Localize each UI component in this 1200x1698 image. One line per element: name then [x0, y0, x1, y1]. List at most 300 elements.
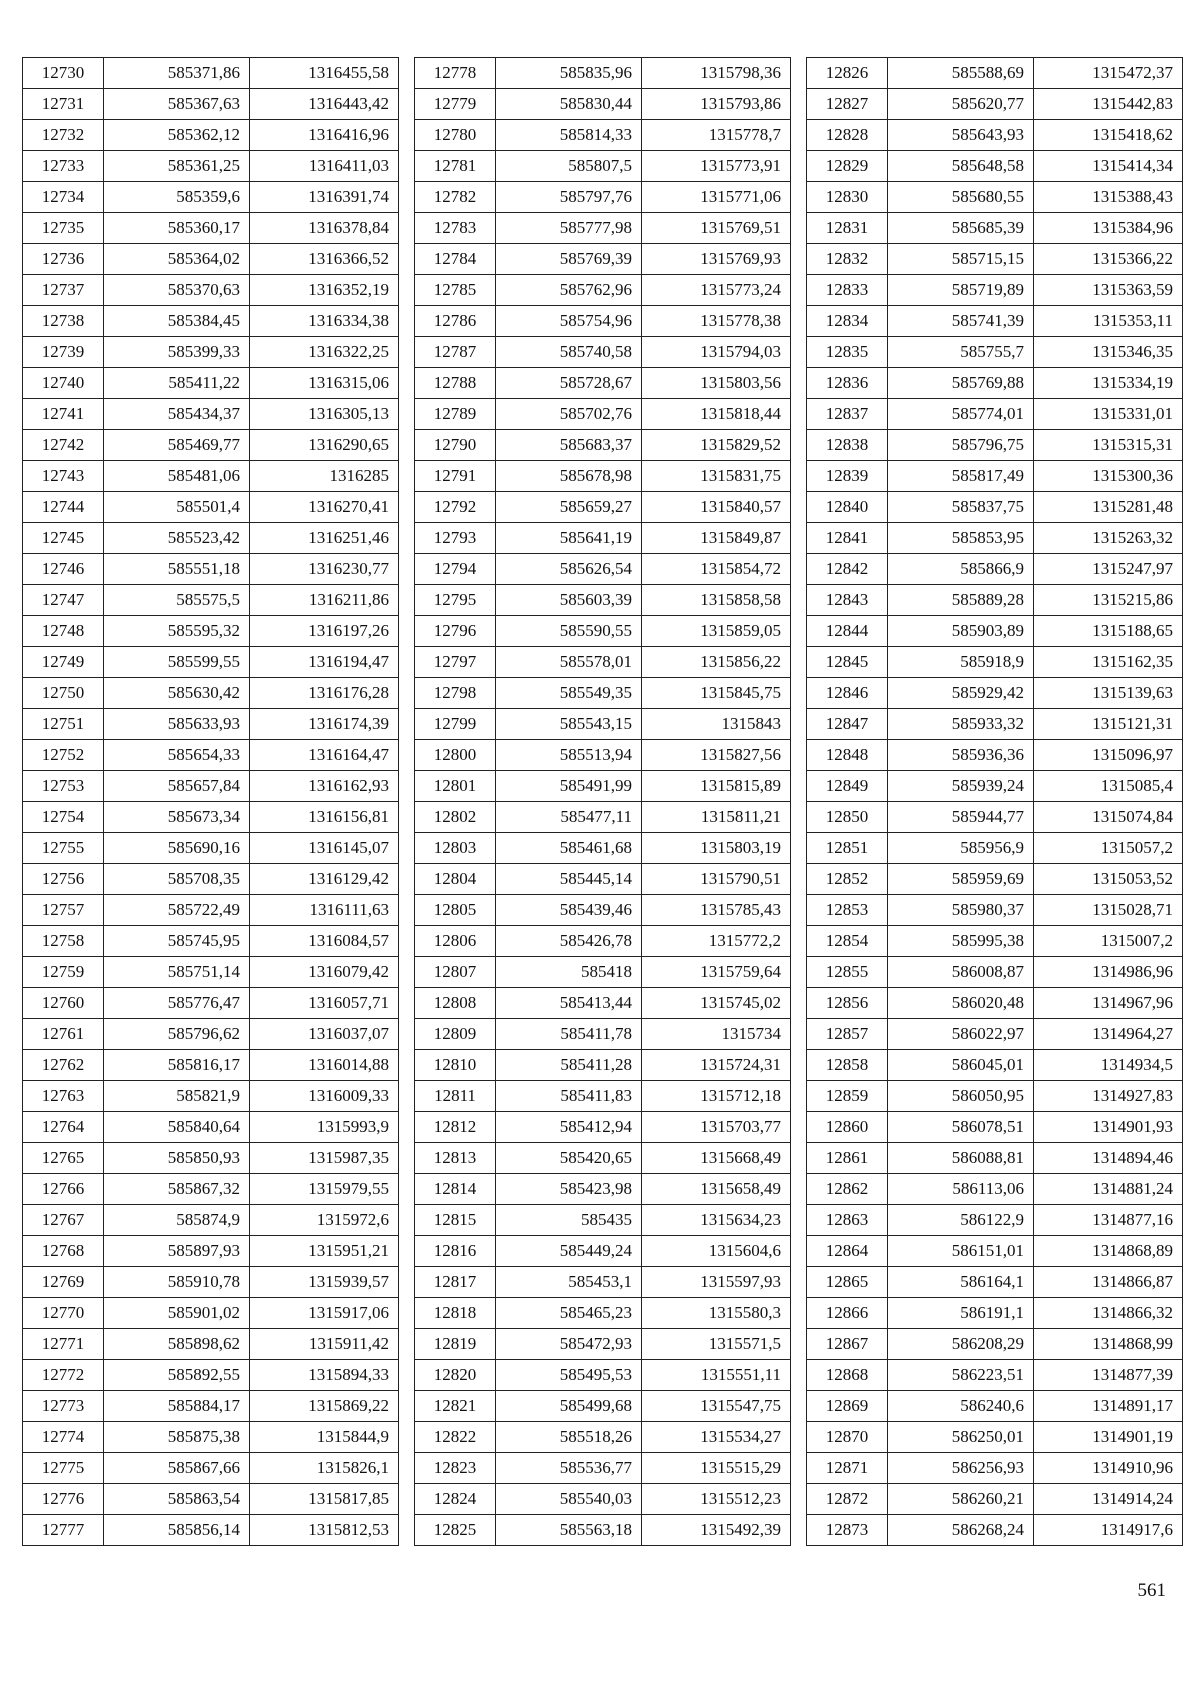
point-number: 12774: [23, 1422, 104, 1453]
point-number: 12825: [415, 1515, 496, 1546]
point-number: 12817: [415, 1267, 496, 1298]
x-coordinate: 585777,98: [496, 213, 642, 244]
y-coordinate: 1315987,35: [250, 1143, 399, 1174]
table-row: [23, 151, 399, 182]
table-row: [23, 957, 399, 988]
point-number: 12873: [807, 1515, 888, 1546]
point-number: 12730: [23, 58, 104, 89]
y-coordinate: 1315334,19: [1034, 368, 1183, 399]
x-coordinate: 585578,01: [496, 647, 642, 678]
y-coordinate: 1315771,06: [642, 182, 791, 213]
x-coordinate: 585659,27: [496, 492, 642, 523]
y-coordinate: 1316411,03: [250, 151, 399, 182]
x-coordinate: 585673,34: [104, 802, 250, 833]
point-number: 12821: [415, 1391, 496, 1422]
point-number: 12778: [415, 58, 496, 89]
y-coordinate: 1315856,22: [642, 647, 791, 678]
x-coordinate: 585903,89: [888, 616, 1034, 647]
table-row: [807, 1298, 1183, 1329]
point-number: 12872: [807, 1484, 888, 1515]
y-coordinate: 1315028,71: [1034, 895, 1183, 926]
table-row: [415, 120, 791, 151]
point-number: 12807: [415, 957, 496, 988]
y-coordinate: 1316315,06: [250, 368, 399, 399]
x-coordinate: 585412,94: [496, 1112, 642, 1143]
x-coordinate: 585959,69: [888, 864, 1034, 895]
point-number: 12844: [807, 616, 888, 647]
table-row: [415, 1205, 791, 1236]
table-row: [807, 213, 1183, 244]
point-number: 12759: [23, 957, 104, 988]
point-number: 12831: [807, 213, 888, 244]
point-number: 12842: [807, 554, 888, 585]
x-coordinate: 585423,98: [496, 1174, 642, 1205]
table-row: [807, 1236, 1183, 1267]
table-row: [415, 926, 791, 957]
table-row: [807, 151, 1183, 182]
x-coordinate: 585853,95: [888, 523, 1034, 554]
x-coordinate: 585360,17: [104, 213, 250, 244]
point-number: 12757: [23, 895, 104, 926]
y-coordinate: 1315794,03: [642, 337, 791, 368]
x-coordinate: 585543,15: [496, 709, 642, 740]
table-row: [23, 337, 399, 368]
x-coordinate: 585680,55: [888, 182, 1034, 213]
table-row: [415, 647, 791, 678]
y-coordinate: 1316009,33: [250, 1081, 399, 1112]
x-coordinate: 585995,38: [888, 926, 1034, 957]
table-row: [23, 1205, 399, 1236]
x-coordinate: 585980,37: [888, 895, 1034, 926]
point-number: 12751: [23, 709, 104, 740]
y-coordinate: 1315472,37: [1034, 58, 1183, 89]
y-coordinate: 1316366,52: [250, 244, 399, 275]
table-row: [807, 1205, 1183, 1236]
y-coordinate: 1315854,72: [642, 554, 791, 585]
x-coordinate: 585641,19: [496, 523, 642, 554]
y-coordinate: 1315972,6: [250, 1205, 399, 1236]
y-coordinate: 1314901,93: [1034, 1112, 1183, 1143]
x-coordinate: 585867,66: [104, 1453, 250, 1484]
point-number: 12801: [415, 771, 496, 802]
point-number: 12826: [807, 58, 888, 89]
point-number: 12859: [807, 1081, 888, 1112]
y-coordinate: 1316230,77: [250, 554, 399, 585]
y-coordinate: 1315007,2: [1034, 926, 1183, 957]
point-number: 12779: [415, 89, 496, 120]
point-number: 12854: [807, 926, 888, 957]
table-row: [415, 1174, 791, 1205]
point-number: 12805: [415, 895, 496, 926]
x-coordinate: 585626,54: [496, 554, 642, 585]
point-number: 12860: [807, 1112, 888, 1143]
point-number: 12777: [23, 1515, 104, 1546]
x-coordinate: 585603,39: [496, 585, 642, 616]
y-coordinate: 1315188,65: [1034, 616, 1183, 647]
y-coordinate: 1316111,63: [250, 895, 399, 926]
x-coordinate: 585449,24: [496, 1236, 642, 1267]
point-number: 12732: [23, 120, 104, 151]
table-row: [415, 430, 791, 461]
y-coordinate: 1315281,48: [1034, 492, 1183, 523]
y-coordinate: 1315772,2: [642, 926, 791, 957]
point-number: 12781: [415, 151, 496, 182]
point-number: 12763: [23, 1081, 104, 1112]
y-coordinate: 1315057,2: [1034, 833, 1183, 864]
x-coordinate: 585807,5: [496, 151, 642, 182]
y-coordinate: 1315492,39: [642, 1515, 791, 1546]
table-row: [807, 337, 1183, 368]
table-row: [807, 1515, 1183, 1546]
y-coordinate: 1315849,87: [642, 523, 791, 554]
x-coordinate: 585685,39: [888, 213, 1034, 244]
x-coordinate: 585549,35: [496, 678, 642, 709]
y-coordinate: 1316197,26: [250, 616, 399, 647]
y-coordinate: 1314914,24: [1034, 1484, 1183, 1515]
table-row: [807, 306, 1183, 337]
x-coordinate: 585499,68: [496, 1391, 642, 1422]
table-row: [807, 1422, 1183, 1453]
table-row: [23, 399, 399, 430]
point-number: 12787: [415, 337, 496, 368]
x-coordinate: 585856,14: [104, 1515, 250, 1546]
table-row: [807, 926, 1183, 957]
y-coordinate: 1315668,49: [642, 1143, 791, 1174]
table-row: [23, 1515, 399, 1546]
y-coordinate: 1315734: [642, 1019, 791, 1050]
y-coordinate: 1314866,32: [1034, 1298, 1183, 1329]
x-coordinate: 585477,11: [496, 802, 642, 833]
x-coordinate: 585722,49: [104, 895, 250, 926]
y-coordinate: 1315769,51: [642, 213, 791, 244]
y-coordinate: 1315353,11: [1034, 306, 1183, 337]
point-number: 12828: [807, 120, 888, 151]
x-coordinate: 585740,58: [496, 337, 642, 368]
table-row: [23, 678, 399, 709]
y-coordinate: 1315778,38: [642, 306, 791, 337]
y-coordinate: 1316174,39: [250, 709, 399, 740]
y-coordinate: 1315703,77: [642, 1112, 791, 1143]
point-number: 12861: [807, 1143, 888, 1174]
table-row: [415, 802, 791, 833]
x-coordinate: 585690,16: [104, 833, 250, 864]
table-row: [807, 678, 1183, 709]
point-number: 12768: [23, 1236, 104, 1267]
point-number: 12806: [415, 926, 496, 957]
y-coordinate: 1316079,42: [250, 957, 399, 988]
x-coordinate: 585830,44: [496, 89, 642, 120]
x-coordinate: 586191,1: [888, 1298, 1034, 1329]
point-number: 12775: [23, 1453, 104, 1484]
y-coordinate: 1314934,5: [1034, 1050, 1183, 1081]
x-coordinate: 585719,89: [888, 275, 1034, 306]
y-coordinate: 1315790,51: [642, 864, 791, 895]
x-coordinate: 585837,75: [888, 492, 1034, 523]
table-row: [807, 492, 1183, 523]
x-coordinate: 585774,01: [888, 399, 1034, 430]
y-coordinate: 1316194,47: [250, 647, 399, 678]
table-row: [807, 585, 1183, 616]
x-coordinate: 585901,02: [104, 1298, 250, 1329]
table-row: [807, 1360, 1183, 1391]
y-coordinate: 1315818,44: [642, 399, 791, 430]
table-row: [23, 120, 399, 151]
y-coordinate: 1315817,85: [250, 1484, 399, 1515]
point-number: 12785: [415, 275, 496, 306]
point-number: 12836: [807, 368, 888, 399]
x-coordinate: 585936,36: [888, 740, 1034, 771]
point-number: 12843: [807, 585, 888, 616]
x-coordinate: 585461,68: [496, 833, 642, 864]
point-number: 12858: [807, 1050, 888, 1081]
table-row: [23, 771, 399, 802]
table-row: [807, 1329, 1183, 1360]
table-row: [415, 368, 791, 399]
y-coordinate: 1315826,1: [250, 1453, 399, 1484]
y-coordinate: 1315815,89: [642, 771, 791, 802]
x-coordinate: 585956,9: [888, 833, 1034, 864]
x-coordinate: 585367,63: [104, 89, 250, 120]
table-row: [415, 1453, 791, 1484]
x-coordinate: 585918,9: [888, 647, 1034, 678]
table-row: [415, 988, 791, 1019]
x-coordinate: 585575,5: [104, 585, 250, 616]
y-coordinate: 1314964,27: [1034, 1019, 1183, 1050]
x-coordinate: 585797,76: [496, 182, 642, 213]
point-number: 12786: [415, 306, 496, 337]
point-number: 12803: [415, 833, 496, 864]
table-row: [807, 740, 1183, 771]
table-row: [415, 1484, 791, 1515]
x-coordinate: 585654,33: [104, 740, 250, 771]
x-coordinate: 585633,93: [104, 709, 250, 740]
table-row: [23, 833, 399, 864]
point-number: 12783: [415, 213, 496, 244]
point-number: 12835: [807, 337, 888, 368]
y-coordinate: 1315442,83: [1034, 89, 1183, 120]
y-coordinate: 1315384,96: [1034, 213, 1183, 244]
y-coordinate: 1315917,06: [250, 1298, 399, 1329]
table-row: [807, 182, 1183, 213]
x-coordinate: 586250,01: [888, 1422, 1034, 1453]
table-row: [415, 151, 791, 182]
point-number: 12769: [23, 1267, 104, 1298]
x-coordinate: 585426,78: [496, 926, 642, 957]
table-row: [415, 1236, 791, 1267]
x-coordinate: 585540,03: [496, 1484, 642, 1515]
y-coordinate: 1315551,11: [642, 1360, 791, 1391]
table-row: [807, 957, 1183, 988]
y-coordinate: 1316162,93: [250, 771, 399, 802]
x-coordinate: 585796,62: [104, 1019, 250, 1050]
point-number: 12796: [415, 616, 496, 647]
coordinate-table-body: [415, 58, 791, 1546]
y-coordinate: 1315418,62: [1034, 120, 1183, 151]
table-row: [23, 802, 399, 833]
point-number: 12747: [23, 585, 104, 616]
table-row: [807, 616, 1183, 647]
x-coordinate: 585863,54: [104, 1484, 250, 1515]
y-coordinate: 1315512,23: [642, 1484, 791, 1515]
x-coordinate: 585933,32: [888, 709, 1034, 740]
table-row: [23, 213, 399, 244]
table-row: [415, 244, 791, 275]
x-coordinate: 585892,55: [104, 1360, 250, 1391]
table-row: [415, 1329, 791, 1360]
y-coordinate: 1314866,87: [1034, 1267, 1183, 1298]
table-row: [807, 833, 1183, 864]
table-row: [23, 1422, 399, 1453]
point-number: 12790: [415, 430, 496, 461]
table-row: [807, 802, 1183, 833]
x-coordinate: 585453,1: [496, 1267, 642, 1298]
point-number: 12862: [807, 1174, 888, 1205]
y-coordinate: 1315831,75: [642, 461, 791, 492]
x-coordinate: 585708,35: [104, 864, 250, 895]
table-row: [415, 492, 791, 523]
y-coordinate: 1315773,91: [642, 151, 791, 182]
point-number: 12742: [23, 430, 104, 461]
table-row: [415, 678, 791, 709]
table-row: [23, 244, 399, 275]
y-coordinate: 1316176,28: [250, 678, 399, 709]
point-number: 12871: [807, 1453, 888, 1484]
x-coordinate: 586256,93: [888, 1453, 1034, 1484]
x-coordinate: 585897,93: [104, 1236, 250, 1267]
point-number: 12819: [415, 1329, 496, 1360]
x-coordinate: 585816,17: [104, 1050, 250, 1081]
y-coordinate: 1315858,58: [642, 585, 791, 616]
point-number: 12794: [415, 554, 496, 585]
point-number: 12799: [415, 709, 496, 740]
y-coordinate: 1316443,42: [250, 89, 399, 120]
table-row: [23, 1484, 399, 1515]
y-coordinate: 1316211,86: [250, 585, 399, 616]
x-coordinate: 585588,69: [888, 58, 1034, 89]
point-number: 12815: [415, 1205, 496, 1236]
table-row: [415, 864, 791, 895]
table-row: [23, 1174, 399, 1205]
y-coordinate: 1315827,56: [642, 740, 791, 771]
x-coordinate: 585715,15: [888, 244, 1034, 275]
table-row: [23, 1391, 399, 1422]
table-row: [23, 89, 399, 120]
point-number: 12745: [23, 523, 104, 554]
y-coordinate: 1316145,07: [250, 833, 399, 864]
point-number: 12846: [807, 678, 888, 709]
y-coordinate: 1316164,47: [250, 740, 399, 771]
table-row: [23, 1360, 399, 1391]
point-number: 12823: [415, 1453, 496, 1484]
x-coordinate: 586223,51: [888, 1360, 1034, 1391]
y-coordinate: 1316251,46: [250, 523, 399, 554]
point-number: 12739: [23, 337, 104, 368]
point-number: 12756: [23, 864, 104, 895]
x-coordinate: 585657,84: [104, 771, 250, 802]
y-coordinate: 1316014,88: [250, 1050, 399, 1081]
x-coordinate: 585411,22: [104, 368, 250, 399]
point-number: 12845: [807, 647, 888, 678]
table-row: [415, 1422, 791, 1453]
y-coordinate: 1315811,21: [642, 802, 791, 833]
y-coordinate: 1315979,55: [250, 1174, 399, 1205]
x-coordinate: 585599,55: [104, 647, 250, 678]
x-coordinate: 585939,24: [888, 771, 1034, 802]
table-row: [807, 1143, 1183, 1174]
table-row: [807, 895, 1183, 926]
x-coordinate: 585491,99: [496, 771, 642, 802]
x-coordinate: 585411,28: [496, 1050, 642, 1081]
point-number: 12789: [415, 399, 496, 430]
table-row: [415, 1019, 791, 1050]
coordinate-tables: [22, 57, 1183, 1546]
x-coordinate: 585728,67: [496, 368, 642, 399]
x-coordinate: 585769,39: [496, 244, 642, 275]
table-row: [23, 647, 399, 678]
table-row: [807, 1112, 1183, 1143]
table-row: [415, 275, 791, 306]
y-coordinate: 1315096,97: [1034, 740, 1183, 771]
x-coordinate: 585814,33: [496, 120, 642, 151]
point-number: 12851: [807, 833, 888, 864]
table-row: [415, 1143, 791, 1174]
x-coordinate: 585472,93: [496, 1329, 642, 1360]
point-number: 12865: [807, 1267, 888, 1298]
y-coordinate: 1315793,86: [642, 89, 791, 120]
point-number: 12834: [807, 306, 888, 337]
point-number: 12758: [23, 926, 104, 957]
y-coordinate: 1315778,7: [642, 120, 791, 151]
y-coordinate: 1315812,53: [250, 1515, 399, 1546]
y-coordinate: 1315315,31: [1034, 430, 1183, 461]
y-coordinate: 1315363,59: [1034, 275, 1183, 306]
table-row: [807, 771, 1183, 802]
y-coordinate: 1316129,42: [250, 864, 399, 895]
y-coordinate: 1315074,84: [1034, 802, 1183, 833]
point-number: 12827: [807, 89, 888, 120]
y-coordinate: 1316285: [250, 461, 399, 492]
x-coordinate: 586045,01: [888, 1050, 1034, 1081]
table-row: [23, 864, 399, 895]
point-number: 12848: [807, 740, 888, 771]
table-row: [23, 926, 399, 957]
point-number: 12752: [23, 740, 104, 771]
x-coordinate: 585536,77: [496, 1453, 642, 1484]
table-row: [807, 89, 1183, 120]
x-coordinate: 585796,75: [888, 430, 1034, 461]
y-coordinate: 1316416,96: [250, 120, 399, 151]
y-coordinate: 1315724,31: [642, 1050, 791, 1081]
table-row: [807, 864, 1183, 895]
x-coordinate: 585769,88: [888, 368, 1034, 399]
table-row: [415, 523, 791, 554]
table-row: [415, 1081, 791, 1112]
point-number: 12818: [415, 1298, 496, 1329]
table-row: [807, 58, 1183, 89]
table-row: [23, 554, 399, 585]
point-number: 12764: [23, 1112, 104, 1143]
table-row: [23, 1453, 399, 1484]
point-number: 12824: [415, 1484, 496, 1515]
y-coordinate: 1316455,58: [250, 58, 399, 89]
y-coordinate: 1315869,22: [250, 1391, 399, 1422]
point-number: 12746: [23, 554, 104, 585]
x-coordinate: 585889,28: [888, 585, 1034, 616]
table-row: [23, 1081, 399, 1112]
point-number: 12736: [23, 244, 104, 275]
table-row: [807, 244, 1183, 275]
x-coordinate: 586088,81: [888, 1143, 1034, 1174]
